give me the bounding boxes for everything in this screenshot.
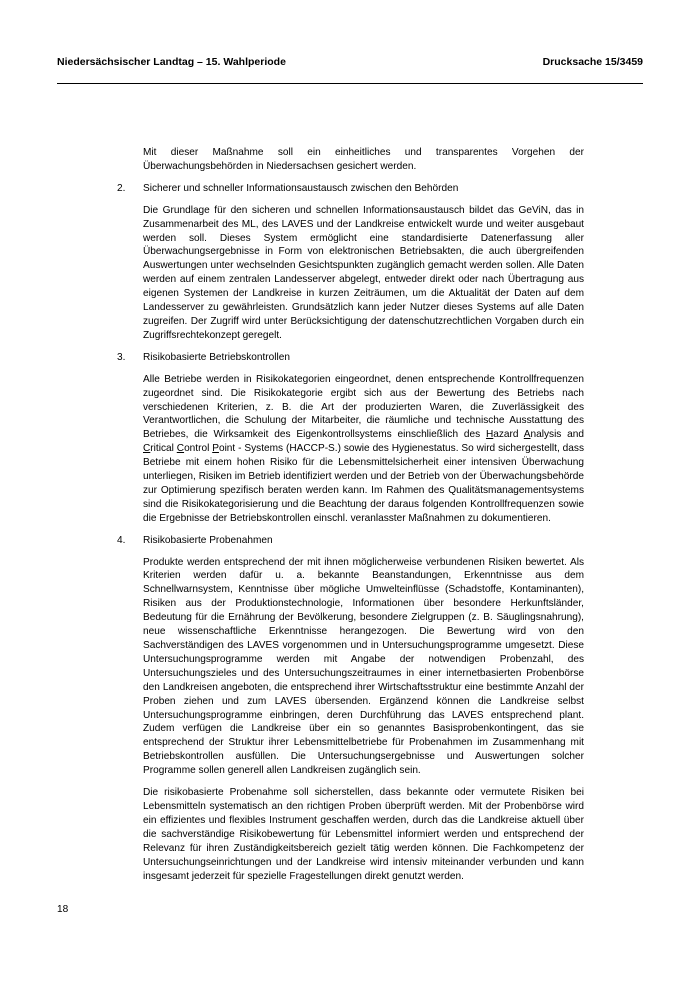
section-2-paragraph: Die Grundlage für den sicheren und schnellen Informationsaustausch bildet das GeViN, das in Zusammenarbeit des ML, des LAVES und der Landkreise entwickelt wurde und weiter ausgebaut werden soll. Dieses System ermöglicht eine standardisierte Datenerfassung aller Überwachungsergebnisse in Form von elektronischen Betriebsakten, die auch übergreifenden Auswertungen unter wechselnden Gesichtspunkten zugänglich gemacht werden sollen. Alle Daten werden auf einem zentralen Landesserver abgelegt, entweder direkt oder nach Übertragung aus eigenen Systemen der Landkreise in kurzen Zeiträumen, um die Aktualität der Daten auf dem Landesserver zu gewährleisten. Grundsätzlich kann jeder Nutzer dieses Systems auf alle Daten zugreifen. Der Zugriff wird unter Berücksichtigung der datenschutzrechtlichen Vorgaben durch ein Zugriffsrechtekonzept geregelt.: [143, 204, 584, 341]
section-number: 3.: [117, 351, 126, 363]
text-run: ritical: [150, 443, 177, 455]
section-title: Risikobasierte Probenahmen: [143, 534, 273, 546]
section-2-heading: [117, 182, 584, 196]
intro-paragraph: Mit dieser Maßnahme soll ein einheitliches und transparentes Vorgehen der Überwachungsbehörden in Niedersachsen gesichert werden.: [143, 147, 584, 172]
section-title: Sicherer und schneller Informationsaustausch zwischen den Behörden: [143, 182, 459, 194]
header-rule: [57, 83, 643, 84]
text-run: oint: [218, 443, 236, 455]
section-number: 4.: [117, 534, 126, 546]
section-number: 2.: [117, 182, 126, 194]
page-header: [57, 56, 643, 68]
underlined-initial: P: [212, 443, 219, 455]
section-4-heading: [117, 534, 584, 548]
text-run: Alle Betriebe werden in Risikokategorien eingeordnet, denen entsprechende Kontrollfrequenzen zugeordnet sind. Die Risikokategorie ergibt sich aus der Bewertung des Betriebs nach verschiedenen Kriterien, z. B. die Art der produzierten Waren, die Zuverlässigkeit des Verantwortlichen, die Schulung der Mitarbeiter, die räumliche und technische Ausstattung des Betriebes, die Wirksamkeit des Eigenkontrollsystems einschließlich des: [143, 373, 584, 441]
underlined-initial: A: [523, 429, 531, 441]
section-4-paragraph-2: Die risikobasierte Probenahme soll sicherstellen, dass bekannte oder vermutete Risiken bei Lebensmitteln systematisch an den richtigen Proben überprüft werden. Mit der Probenbörse wird ein effizientes und flexibles Instrument geschaffen werden, durch das die Landkreise aktuell über die sachverständige Risikobewertung für Lebensmittel informiert werden und entsprechend der Relevanz für ihren Zuständigkeitsbereich gezielt tätig werden können. Die Fachkompetenz der Untersuchungseinrichtungen und der Landkreise wird intensiv miteinander verbunden und kann insgesamt jederzeit für spezielle Fragestellungen direkt genutzt werden.: [143, 787, 584, 882]
underlined-initial: H: [485, 429, 494, 441]
section-3-heading: [117, 351, 584, 365]
document-number: Drucksache 15/3459: [542, 56, 643, 68]
text-run: nalysis and: [530, 429, 584, 441]
section-title: Risikobasierte Betriebskontrollen: [143, 351, 290, 363]
text-run: - Systems (HACCP-S.) sowie des Hygienestatus. So wird sichergestellt, dass Betriebe mit einem hohen Risiko für die Lebensmittelsicherheit einer intensiven Überwachung unterliegen, Risiken im Betrieb identifiziert werden und der Betrieb von der Überwachungsbehörde zur Optimierung spezifisch beraten werden kann. Im Rahmen des Qualitätsmanagementsystems sind die Risikokategorisierung und die Beachtung der daraus folgenden Kontrollfrequenzen sowie die Ergebnisse der Betriebskontrollen einschl. veranlasster Maßnahmen zu dokumentieren.: [143, 443, 585, 524]
header-title: Niedersächsischer Landtag – 15. Wahlperiode: [57, 56, 286, 68]
underlined-initial: C: [176, 443, 185, 455]
text-run: ontrol: [184, 443, 213, 455]
page-number: 18: [57, 904, 69, 915]
underlined-initial: C: [143, 443, 151, 455]
document-body: [117, 146, 584, 891]
section-3-paragraph: [143, 373, 584, 526]
text-run: azard: [493, 429, 524, 441]
section-4-paragraph-1: Produkte werden entsprechend der mit ihnen möglicherweise verbundenen Risiken bewertet. Als Kriterien werden dafür u. a. bekannte Beanstandungen, Erkenntnisse aus dem Schnellwarnsystem, Kenntnisse über mögliche Umwelteinflüsse (Schadstoffe, Kontaminanten), Risiken aus der Produktionstechnologie, Informationen über besondere Herkunftsländer, Bedeutung für die Ernährung der Bevölkerung, besondere Zielgruppen (z. B. Säuglingsnahrung), neue wissenschaftliche Erkenntnisse herangezogen. Die Bewertung wird von den Sachverständigen des LAVES vorgenommen und in Untersuchungsprogramme umgesetzt. Diese Untersuchungsprogramme werden mit Angabe der notwendigen Probenzahl, des Untersuchungszieles und des Untersuchungszeitraumes in einer internetbasierten Probenbörse den Landkreisen angeboten, die entsprechend ihrer Wirtschaftsstruktur eine bestimmte Anzahl der Proben ziehen und zum LAVES übersenden. Ergänzend können die Landkreise selbst Untersuchungsprogramme einbringen, deren Durchführung das LAVES entsprechend plant. Zudem verfügen die Landkreise über ein so genanntes Basisprobenkontingent, das sie entsprechend der Struktur ihrer Lebensmittelbetriebe für Probenahmen im Zusammenhang mit Betriebskontrollen ausfüllen. Die Untersuchungsergebnisse und Auswertungen solcher Programme sollen generell allen Landkreisen zugänglich sein.: [143, 556, 584, 777]
